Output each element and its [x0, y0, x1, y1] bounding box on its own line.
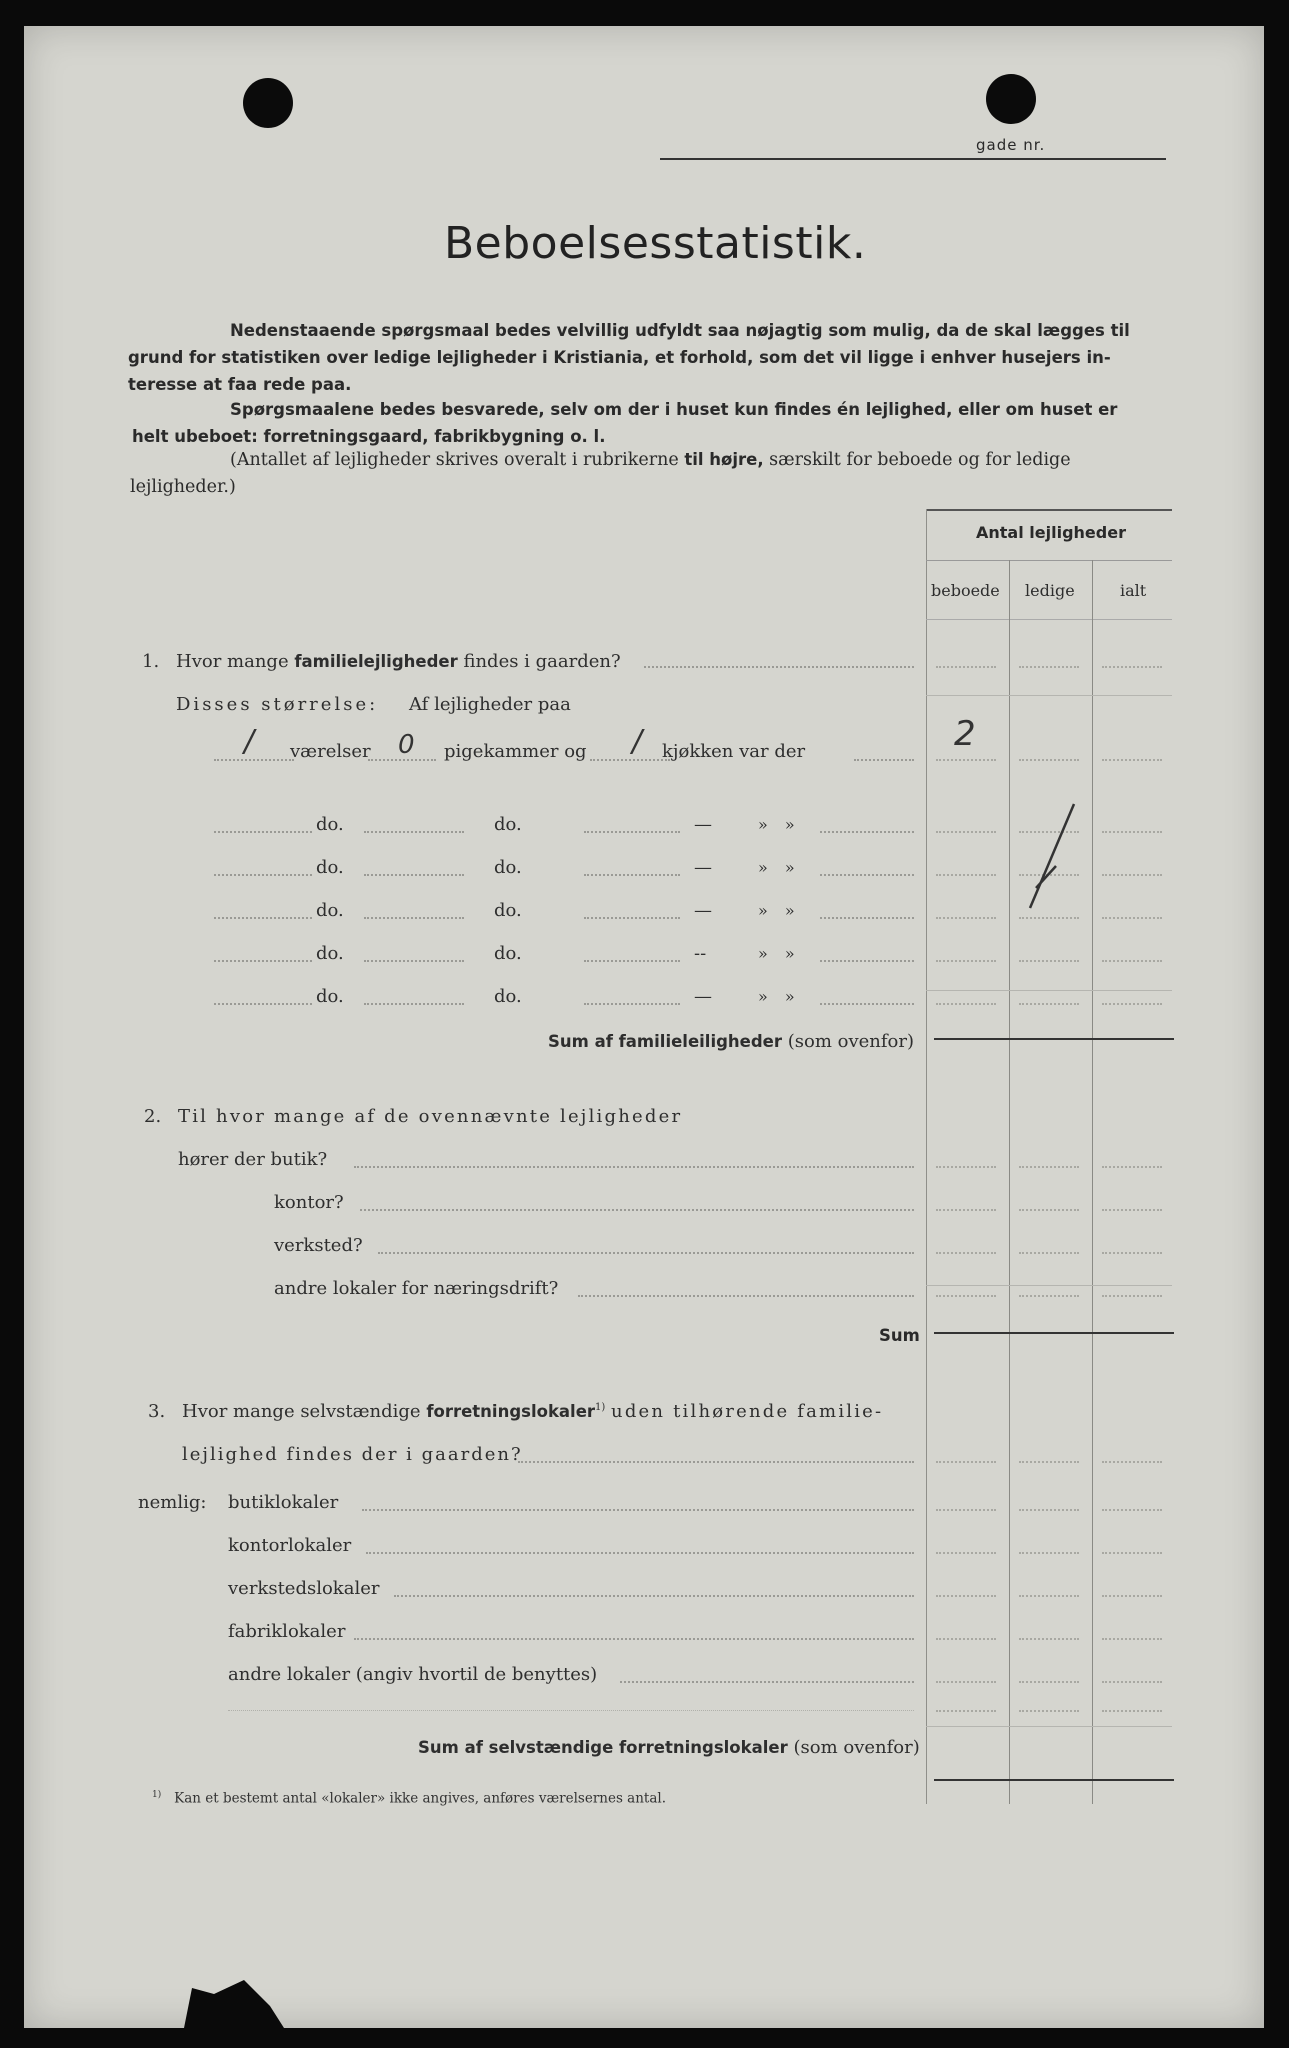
q2-butik: hører der butik? [178, 1149, 328, 1170]
table-cell-r10-c1[interactable] [936, 1252, 996, 1254]
q3-fabrik: fabriklokaler [228, 1621, 346, 1642]
q2-number: 2. [144, 1106, 162, 1127]
do-row-2-rooms-blank[interactable] [214, 874, 312, 876]
q3-butik: butiklokaler [228, 1492, 339, 1513]
q1-question: Hvor mange familielejligheder findes i gaarden? [176, 651, 621, 672]
table-cell-r6-c2[interactable] [1019, 960, 1079, 962]
do-row-2-maid-blank[interactable] [364, 874, 464, 876]
do-row-2-leader [820, 874, 914, 876]
label-pigekammer: pigekammer og [444, 741, 587, 762]
do-row-3-do1: do. [316, 900, 344, 921]
table-cell-r10-c3[interactable] [1102, 1252, 1162, 1254]
do-row-1-rooms-blank[interactable] [214, 831, 312, 833]
q2-andre-leader [578, 1295, 914, 1297]
do-row-4-leader [820, 960, 914, 962]
do-row-1-do1: do. [316, 814, 344, 835]
table-cell-r6-c3[interactable] [1102, 960, 1162, 962]
q3-line2-leader [518, 1461, 914, 1463]
q3-sum: Sum af selvstændige forretningslokaler (som ovenfor) [418, 1737, 920, 1758]
table-cell-r3-c1[interactable] [936, 831, 996, 833]
do-row-1-maid-blank[interactable] [364, 831, 464, 833]
do-row-2-quotes: » » [758, 858, 801, 877]
do-row-5-do2: do. [494, 986, 522, 1007]
col-header-rule [926, 619, 1172, 620]
table-cell-r18-c3[interactable] [1102, 1710, 1162, 1712]
row-rule-sum2 [934, 1332, 1174, 1334]
do-row-1-kitchen-blank[interactable] [584, 831, 680, 833]
table-cell-r7-c3[interactable] [1102, 1003, 1162, 1005]
table-cell-r12-c3[interactable] [1102, 1461, 1162, 1463]
maid-blank[interactable] [368, 759, 436, 761]
q2-kontor: kontor? [274, 1192, 344, 1213]
row-rule-sum3-top [926, 1726, 1172, 1727]
do-row-3-rooms-blank[interactable] [214, 917, 312, 919]
do-row-4-quotes: » » [758, 944, 801, 963]
table-cell-r8-c3[interactable] [1102, 1166, 1162, 1168]
table-cell-r8-c1[interactable] [936, 1166, 996, 1168]
table-left-border [926, 509, 927, 1804]
q2-butik-leader [354, 1166, 914, 1168]
do-row-5-leader [820, 1003, 914, 1005]
table-cell-r17-c1[interactable] [936, 1681, 996, 1683]
table-cell-r1-c1[interactable] [936, 666, 996, 668]
q3-andre-leader [620, 1681, 914, 1683]
q3-nemlig: nemlig: [138, 1492, 207, 1513]
table-cell-r7-c1[interactable] [936, 1003, 996, 1005]
do-row-3-do2: do. [494, 900, 522, 921]
table-cell-r1-c2[interactable] [1019, 666, 1079, 668]
table-cell-r14-c3[interactable] [1102, 1552, 1162, 1554]
kitchen-blank[interactable] [590, 759, 670, 761]
do-row-5-do1: do. [316, 986, 344, 1007]
hand-rooms[interactable]: / [244, 724, 255, 759]
table-cell-r9-c1[interactable] [936, 1209, 996, 1211]
do-row-4-maid-blank[interactable] [364, 960, 464, 962]
label-kjokken: kjøkken var der [662, 741, 806, 762]
table-header-title: Antal lejligheder [976, 523, 1126, 542]
table-cell-r5-c1[interactable] [936, 917, 996, 919]
table-cell-r15-c2[interactable] [1019, 1595, 1079, 1597]
table-header-rule [926, 560, 1172, 561]
do-row-4-do1: do. [316, 943, 344, 964]
table-cell-r13-c2[interactable] [1019, 1509, 1079, 1511]
do-row-2-do1: do. [316, 857, 344, 878]
q2-verksted-leader [378, 1252, 914, 1254]
punch-hole-right [986, 74, 1036, 124]
table-cell-r13-c1[interactable] [936, 1509, 996, 1511]
row-rule-sum2-top [926, 1285, 1172, 1286]
do-row-2-do2: do. [494, 857, 522, 878]
table-cell-r11-c2[interactable] [1019, 1295, 1079, 1297]
table-cell-r5-c3[interactable] [1102, 917, 1162, 919]
torn-corner [184, 1966, 324, 2028]
table-cell-r13-c3[interactable] [1102, 1509, 1162, 1511]
table-cell-r16-c3[interactable] [1102, 1638, 1162, 1640]
q1-sizes-sub: Af lejligheder paa [409, 694, 571, 715]
hand-maid[interactable]: 0 [398, 730, 415, 760]
table-cell-r4-c1[interactable] [936, 874, 996, 876]
table-cell-r12-c2[interactable] [1019, 1461, 1079, 1463]
row-rule-sum1-top [926, 990, 1172, 991]
table-top-rule [926, 509, 1172, 511]
table-cell-r16-c1[interactable] [936, 1638, 996, 1640]
col-header-ledige: ledige [1025, 581, 1075, 600]
do-row-1-do2: do. [494, 814, 522, 835]
do-row-3-quotes: » » [758, 901, 801, 920]
do-row-3-dash: — [694, 900, 712, 921]
q2-verksted: verksted? [274, 1235, 363, 1256]
form-sheet [24, 26, 1264, 2028]
q3-verksted-leader [394, 1595, 914, 1597]
kjokken-dot-leader [854, 759, 914, 761]
do-row-1-quotes: » » [758, 815, 801, 834]
q3-butik-leader [362, 1509, 914, 1511]
intro-p3-l2: lejligheder.) [130, 477, 236, 497]
table-cell-r8-c2[interactable] [1019, 1166, 1079, 1168]
q1-sum: Sum af familieleiligheder (som ovenfor) [548, 1031, 914, 1052]
table-cell-r5-c2[interactable] [1019, 917, 1079, 919]
table-cell-r4-c3[interactable] [1102, 874, 1162, 876]
page-title: Beboelsesstatistik. [444, 218, 867, 269]
table-cell-r18-c1[interactable] [936, 1710, 996, 1712]
table-cell-r11-c1[interactable] [936, 1295, 996, 1297]
table-cell-r11-c3[interactable] [1102, 1295, 1162, 1297]
intro-p2-l1: Spørgsmaalene bedes besvarede, selv om der i huset kun findes én lejlighed, eller om huset er [230, 400, 1118, 419]
q3-kontor: kontorlokaler [228, 1535, 352, 1556]
table-cell-r15-c1[interactable] [936, 1595, 996, 1597]
table-cell-r16-c2[interactable] [1019, 1638, 1079, 1640]
do-row-2-kitchen-blank[interactable] [584, 874, 680, 876]
intro-p1-l2: grund for statistiken over ledige lejligheder i Kristiania, et forhold, som det vil ligge i enhver husejers in- [128, 348, 1111, 367]
table-cell-r10-c2[interactable] [1019, 1252, 1079, 1254]
gade-line[interactable] [660, 158, 1166, 160]
row-rule-sum1 [934, 1038, 1174, 1040]
q3-line2: lejlighed findes der i gaarden? [182, 1444, 523, 1465]
do-row-4-rooms-blank[interactable] [214, 960, 312, 962]
do-row-2-dash: — [694, 857, 712, 878]
q3-question: Hvor mange selvstændige forretningslokaler$^{1)}$ uden tilhørende familie- [182, 1401, 884, 1422]
do-row-1-leader [820, 831, 914, 833]
gade-label: gade nr. [976, 136, 1046, 154]
table-cell-r2-c3[interactable] [1102, 759, 1162, 761]
hand-kitchen[interactable]: / [632, 724, 643, 759]
table-cell-r17-c2[interactable] [1019, 1681, 1079, 1683]
table-cell-r18-c2[interactable] [1019, 1710, 1079, 1712]
table-cell-r14-c1[interactable] [936, 1552, 996, 1554]
table-cell-r9-c2[interactable] [1019, 1209, 1079, 1211]
q1-dot-leader [644, 666, 914, 668]
hand-beboede-value[interactable]: 2 [954, 714, 976, 754]
q3-kontor-leader [366, 1552, 914, 1554]
do-row-5-dash: — [694, 986, 712, 1007]
row-rule-q1 [926, 695, 1172, 696]
table-cell-r17-c3[interactable] [1102, 1681, 1162, 1683]
intro-p1-l1: Nedenstaaende spørgsmaal bedes velvillig udfyldt saa nøjagtig som mulig, da de skal lægges til [230, 321, 1130, 340]
do-row-3-maid-blank[interactable] [364, 917, 464, 919]
q2-kontor-leader [360, 1209, 914, 1211]
row-rule-sum3 [934, 1779, 1174, 1781]
do-row-4-kitchen-blank[interactable] [584, 960, 680, 962]
do-row-5-rooms-blank[interactable] [214, 1003, 312, 1005]
table-cell-r7-c2[interactable] [1019, 1003, 1079, 1005]
do-row-3-kitchen-blank[interactable] [584, 917, 680, 919]
q3-andre: andre lokaler (angiv hvortil de benyttes) [228, 1664, 598, 1685]
punch-hole-left [243, 78, 293, 128]
do-row-5-kitchen-blank[interactable] [584, 1003, 680, 1005]
q1-number: 1. [142, 651, 160, 672]
q3-fabrik-leader [354, 1638, 914, 1640]
intro-p2-l2: helt ubeboet: forretningsgaard, fabrikbygning o. l. [132, 427, 606, 446]
intro-p1-l3: teresse at faa rede paa. [128, 375, 352, 394]
table-cell-r12-c1[interactable] [936, 1461, 996, 1463]
q2-question: Til hvor mange af de ovennævnte lejligheder [178, 1106, 683, 1127]
table-cell-r3-c3[interactable] [1102, 831, 1162, 833]
q3-extra-line[interactable] [228, 1710, 914, 1711]
col-sep-2 [1092, 560, 1093, 1804]
do-row-5-maid-blank[interactable] [364, 1003, 464, 1005]
q2-sum: Sum [879, 1326, 920, 1345]
col-header-beboede: beboede [931, 581, 1000, 600]
table-cell-r2-c1[interactable] [936, 759, 996, 761]
hand-ledige-mark[interactable] [1016, 796, 1086, 916]
q3-number: 3. [148, 1401, 166, 1422]
label-vaerelser: værelser [290, 741, 371, 762]
rooms-blank[interactable] [214, 759, 294, 761]
q3-verksted: verkstedslokaler [228, 1578, 380, 1599]
q1-sizes-label: Disses størrelse: [176, 694, 379, 715]
table-cell-r2-c2[interactable] [1019, 759, 1079, 761]
col-header-ialt: ialt [1120, 581, 1147, 600]
table-cell-r15-c3[interactable] [1102, 1595, 1162, 1597]
do-row-4-dash: -- [694, 943, 707, 964]
table-cell-r1-c3[interactable] [1102, 666, 1162, 668]
table-cell-r14-c2[interactable] [1019, 1552, 1079, 1554]
intro-p3-l1: (Antallet af lejligheder skrives overalt i rubrikerne til højre, særskilt for beboede og for ledige [230, 450, 1071, 470]
col-sep-1 [1009, 560, 1010, 1804]
table-cell-r9-c3[interactable] [1102, 1209, 1162, 1211]
do-row-1-dash: — [694, 814, 712, 835]
do-row-3-leader [820, 917, 914, 919]
do-row-5-quotes: » » [758, 987, 801, 1006]
q2-andre: andre lokaler for næringsdrift? [274, 1278, 559, 1299]
do-row-4-do2: do. [494, 943, 522, 964]
footnote: $^{1)}$ Kan et bestemt antal «lokaler» ikke angives, anføres værelsernes antal. [152, 1790, 667, 1807]
table-cell-r6-c1[interactable] [936, 960, 996, 962]
